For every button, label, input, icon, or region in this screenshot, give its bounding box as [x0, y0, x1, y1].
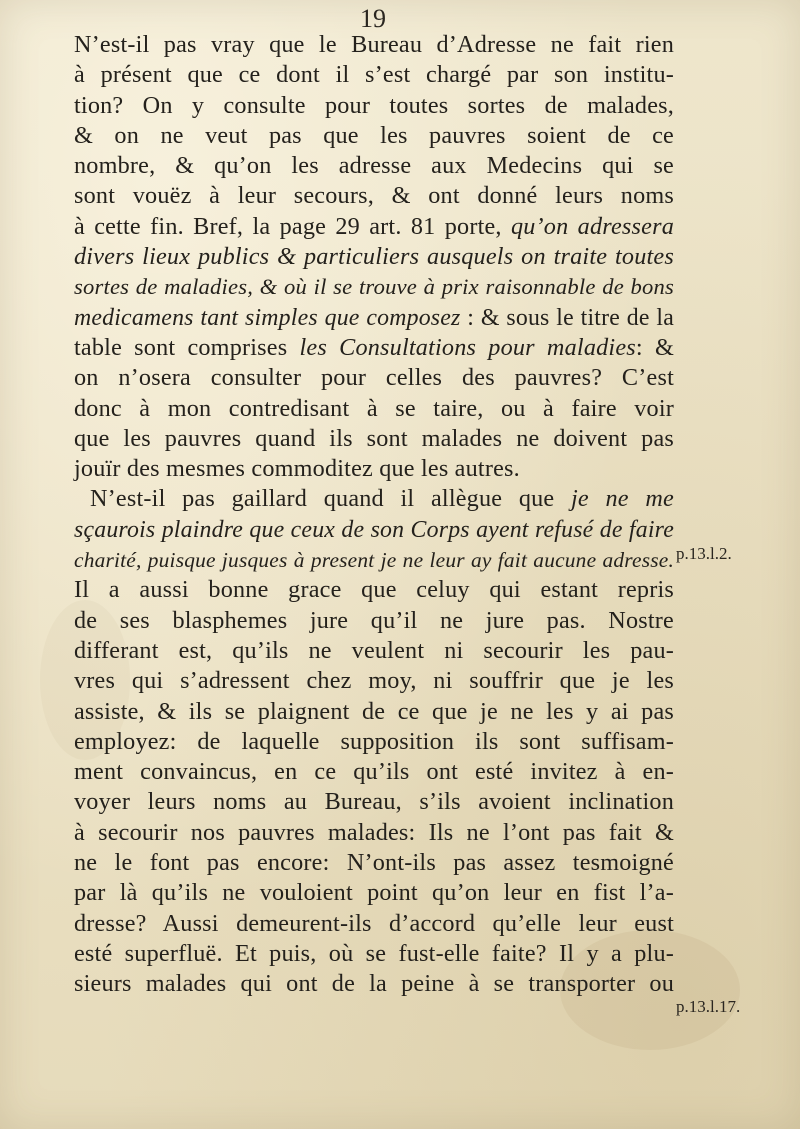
text-segment: par là qu’ils ne vouloient point qu’on leur en fist l’a-	[74, 879, 674, 907]
text-line	[74, 91, 674, 121]
italic-text-segment: sortes de maladies, & où il se trouve à prix raisonnable de bons	[74, 274, 674, 300]
text-line	[74, 969, 674, 999]
text-segment: & on ne veut pas que les pauvres soient de ce	[74, 121, 674, 149]
italic-text-segment: les Consultations pour maladies	[299, 333, 636, 361]
text-line	[74, 242, 674, 272]
text-segment: sont vouëz à leur secours, & ont donné leurs noms	[74, 182, 674, 210]
italic-text-segment: charité, puisque jusques à present je ne leur ay fait aucune adresse.	[74, 548, 674, 573]
text-segment: ment convaincus, en ce qu’ils ont esté invitez à en-	[74, 758, 674, 786]
text-segment: à secourir nos pauvres malades: Ils ne l’ont pas fait &	[74, 818, 674, 846]
text-segment: sieurs malades qui ont de la peine à se transporter ou	[74, 970, 674, 998]
italic-text-segment: medicamens tant simples que composez	[74, 304, 461, 331]
text-line	[74, 757, 674, 787]
text-line	[74, 484, 674, 514]
text-line	[74, 545, 674, 575]
italic-text-segment: sçaurois plaindre que ceux de son Corps ayent refusé de faire	[74, 516, 674, 543]
text-segment: jouïr des mesmes commoditez que les autres.	[74, 455, 520, 483]
text-segment: dresse? Aussi demeurent-ils d’accord qu’elle leur eust	[74, 909, 674, 937]
text-line	[74, 697, 674, 727]
text-line	[74, 515, 674, 545]
text-segment: : &	[635, 333, 674, 361]
text-line	[74, 303, 674, 333]
page-number: 19	[360, 4, 386, 33]
text-line	[74, 181, 674, 211]
text-line	[74, 787, 674, 817]
text-segment: tion? On y consulte pour toutes sortes de malades,	[74, 91, 674, 119]
text-segment: table sont comprises	[74, 333, 300, 361]
text-line	[74, 606, 674, 636]
text-line	[74, 212, 674, 242]
text-line	[74, 939, 674, 969]
margin-note: p.13.l.17.	[676, 997, 741, 1016]
text-segment: Il a aussi bonne grace que celuy qui estant repris	[74, 576, 674, 604]
italic-text-segment: divers lieux publics & particuliers ausquels on traite toutes	[74, 243, 674, 271]
text-segment: employez: de laquelle supposition ils sont suffisam-	[74, 727, 674, 755]
text-segment: voyer leurs noms au Bureau, s’ils avoient inclination	[74, 788, 674, 816]
text-segment: à cette fin. Bref, la page 29 art. 81 porte,	[74, 212, 511, 240]
text-line	[74, 424, 674, 454]
margin-note: p.13.l.2.	[676, 544, 732, 563]
text-segment: esté superfluë. Et puis, où se fust-elle faite? Il y a plu-	[74, 939, 674, 967]
text-line	[74, 818, 674, 848]
italic-text-segment: qu’on adressera	[510, 212, 674, 240]
body-text	[74, 30, 674, 1000]
text-line	[74, 333, 674, 363]
text-segment: que les pauvres quand ils sont malades ne doivent pas	[74, 424, 674, 452]
text-segment: assiste, & ils se plaignent de ce que je ne les y ai pas	[74, 697, 674, 725]
text-line	[74, 848, 674, 878]
text-line	[74, 394, 674, 424]
text-line	[74, 272, 674, 302]
text-line	[74, 30, 674, 60]
text-line	[74, 454, 674, 484]
text-segment: on n’osera consulter pour celles des pauvres? C’est	[74, 364, 674, 392]
text-line	[74, 363, 674, 393]
text-line	[74, 575, 674, 605]
text-line	[74, 121, 674, 151]
text-segment: differant est, qu’ils ne veulent ni secourir les pau-	[74, 636, 674, 664]
text-segment: vres qui s’adressent chez moy, ni souffrir que je les	[74, 667, 674, 695]
text-line	[74, 727, 674, 757]
text-segment: ne le font pas encore: N’ont-ils pas assez tesmoigné	[74, 849, 674, 877]
text-line	[74, 909, 674, 939]
text-segment: N’est-il pas vray que le Bureau d’Adresse ne fait rien	[74, 31, 674, 58]
text-segment: N’est-il pas gaillard quand il allègue que	[90, 485, 572, 513]
text-segment: à présent que ce dont il s’est chargé par son institu-	[74, 61, 674, 89]
text-segment: de ses blasphemes jure qu’il ne jure pas. Nostre	[74, 606, 674, 634]
italic-text-segment: je ne me	[571, 485, 674, 513]
text-segment: nombre, & qu’on les adresse aux Medecins qui se	[74, 152, 674, 180]
text-segment: donc à mon contredisant à se taire, ou à faire voir	[74, 394, 674, 422]
text-line	[74, 636, 674, 666]
text-line	[74, 666, 674, 696]
text-segment: : & sous le titre de la	[460, 304, 675, 331]
text-line	[74, 151, 674, 181]
text-line	[74, 60, 674, 90]
text-line	[74, 878, 674, 908]
